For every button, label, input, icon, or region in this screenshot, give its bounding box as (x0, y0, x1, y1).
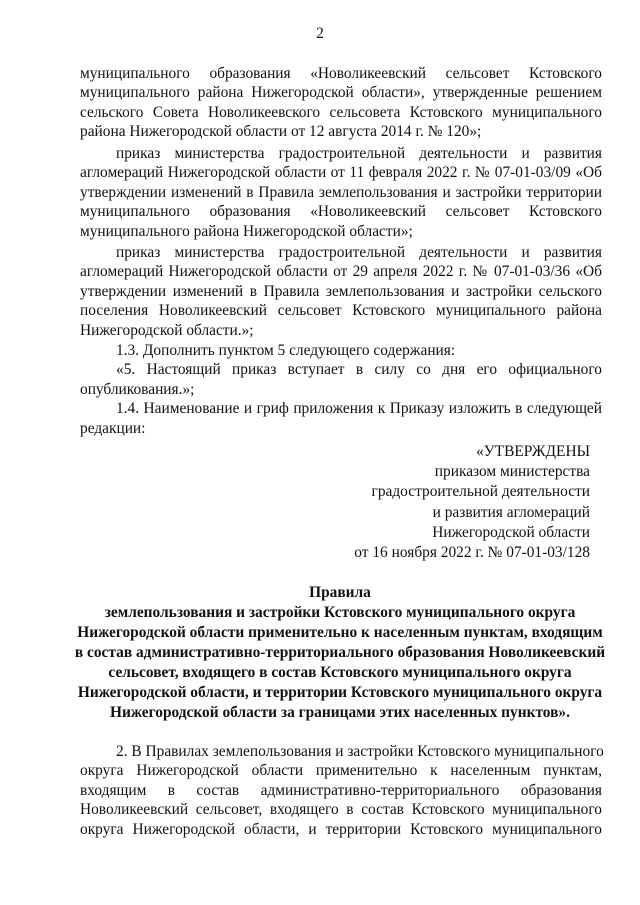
text-line: агломераций Нижегородской области от 11 февраля 2022 г. № 07-01-03/09 «Об (80, 164, 602, 182)
text-line: округа Нижегородской области применительно к населенным пунктам, (80, 762, 602, 780)
text-line: муниципального образования «Новоликеевский сельсовет Кстовского (80, 65, 602, 82)
approval-line: от 16 ноября 2022 г. № 07-01-03/128 (354, 543, 590, 561)
paragraph-order-apr-2022 (80, 243, 602, 340)
paragraph-regulation-reference (80, 64, 602, 142)
text-line: утверждении изменений в Правила землепользования и застройки сельского (80, 282, 602, 300)
text-line: поселения Новоликеевский сельсовет Кстовского муниципального района (80, 302, 602, 320)
paragraph-amendments (80, 341, 602, 438)
text-line: приказ министерства градостроительной деятельности и развития (116, 145, 602, 162)
rules-title (70, 583, 610, 723)
paragraph-order-feb-2022 (80, 144, 602, 241)
approval-line: и развития агломераций (432, 503, 590, 521)
title-line: сельсовет, входящего в состав Кстовского муниципального округа (108, 664, 572, 681)
title-line: Нижегородской области за границами этих населенных пунктов». (110, 704, 570, 721)
title-line: Правила (309, 584, 371, 601)
page-number: 2 (316, 25, 324, 42)
approval-stamp (354, 442, 590, 563)
text-line: приказ министерства градостроительной деятельности и развития (116, 244, 602, 261)
paragraph-section-2 (80, 742, 602, 839)
text-line: муниципального района Нижегородской области»; (80, 222, 413, 240)
text-line: Нижегородской области.»; (80, 321, 254, 339)
title-line: Нижегородской области применительно к населенным пунктам, входящим (77, 624, 603, 641)
text-line: муниципального района Нижегородской области», утвержденные решением (80, 84, 602, 102)
text-line: опубликования.»; (80, 380, 195, 398)
text-line: редакции: (80, 419, 146, 437)
text-line: округа Нижегородской области, и территории Кстовского муниципального (80, 820, 602, 838)
title-line: землепользования и застройки Кстовского муниципального округа (104, 604, 576, 621)
text-line: 1.3. Дополнить пунктом 5 следующего содержания: (116, 342, 456, 359)
text-line: 1.4. Наименование и гриф приложения к Приказу изложить в следующей (116, 400, 602, 418)
text-line: утверждении изменений в Правила землепользования и застройки территории (80, 183, 602, 201)
approval-line: «УТВЕРЖДЕНЫ (476, 443, 590, 460)
text-line: сельского Совета Новоликеевского сельсовета Кстовского муниципального (80, 103, 602, 121)
text-line: 2. В Правилах землепользования и застройки Кстовского муниципального (116, 743, 604, 760)
title-line: в состав административно-территориального образования Новоликеевский (74, 644, 606, 661)
text-line: муниципального образования «Новоликеевский сельсовет Кстовского (80, 203, 602, 221)
approval-line: Нижегородской области (432, 523, 590, 541)
text-line: «5. Настоящий приказ вступает в силу со дня его официального (116, 361, 602, 379)
text-line: входящим в состав административно-территориального образования (80, 781, 602, 799)
text-line: Новоликеевский сельсовет, входящего в состав Кстовского муниципального (80, 801, 602, 819)
approval-line: градостроительной деятельности (371, 483, 590, 501)
title-line: Нижегородской области, и территории Кстовского муниципального округа (77, 684, 603, 701)
text-line: агломераций Нижегородской области от 29 апреля 2022 г. № 07-01-03/36 «Об (80, 263, 602, 281)
approval-line: приказом министерства (434, 463, 590, 481)
text-line: района Нижегородской области от 12 августа 2014 г. № 120»; (80, 123, 482, 141)
